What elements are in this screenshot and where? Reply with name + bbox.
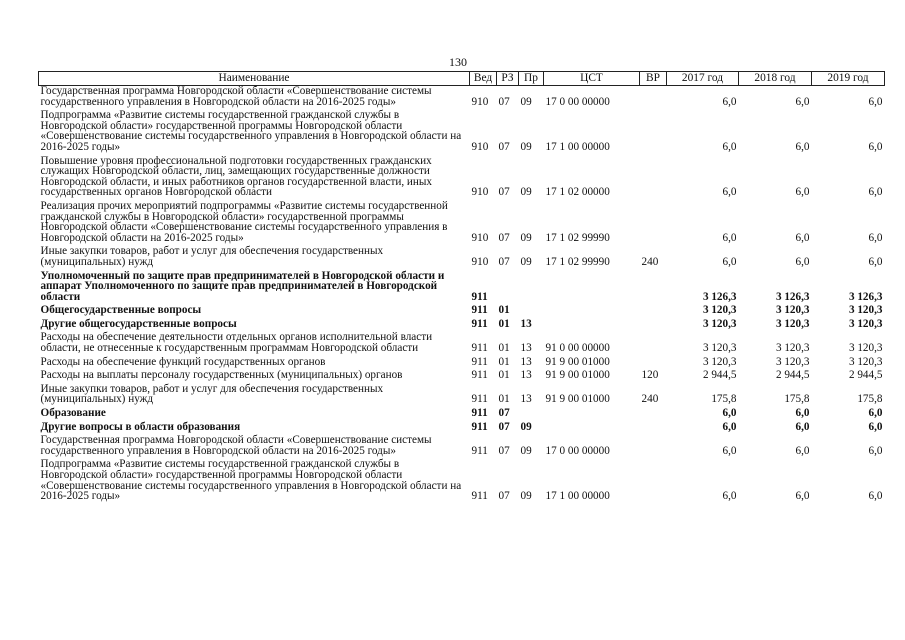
row-vr (640, 332, 667, 356)
row-pr (519, 271, 544, 306)
row-cst: 17 1 02 99990 (545, 231, 610, 244)
row-rz: 07 (498, 420, 510, 433)
row-name: Иные закупки товаров, работ и услуг для обеспечения государственных (муниципальных) нужд (40, 245, 384, 268)
row-pr: 09 (520, 186, 532, 199)
header-ved: Вед (470, 72, 497, 86)
header-2017: 2017 год (667, 72, 739, 86)
table-row (39, 246, 885, 270)
table-row (39, 271, 885, 306)
row-vr (640, 110, 667, 155)
row-2018: 6,0 (795, 186, 810, 199)
row-pr: 09 (520, 140, 532, 153)
header-pr: Пр (519, 72, 544, 86)
row-2017: 6,0 (722, 444, 737, 457)
row-2018: 3 120,3 (775, 342, 810, 355)
row-ved: 910 (471, 140, 489, 153)
row-2018: 3 120,3 (775, 304, 810, 317)
row-cst: 91 9 00 01000 (545, 369, 610, 382)
row-rz: 07 (498, 231, 510, 244)
row-name: Расходы на обеспечение деятельности отдельных органов исполнительной власти области, не отнесенные к государственным программам Новгородской области (40, 331, 433, 355)
header-cst: ЦСТ (544, 72, 640, 86)
row-name: Иные закупки товаров, работ и услуг для обеспечения государственных (муниципальных) нужд (40, 382, 384, 406)
row-2019: 6,0 (868, 140, 883, 153)
row-rz (497, 271, 519, 306)
row-cst: 17 0 00 00000 (545, 444, 610, 457)
table-row (39, 370, 885, 384)
row-cst (544, 319, 640, 333)
row-vr: 240 (641, 393, 659, 406)
row-vr (640, 156, 667, 201)
row-ved: 910 (471, 95, 489, 108)
row-name: Государственная программа Новгородской области «Совершенствование системы государственного управления в Новгородской области на 2016-2025 годы» (40, 85, 432, 108)
row-cst: 17 1 00 00000 (545, 140, 610, 153)
row-2019: 6,0 (868, 444, 883, 457)
table-row (39, 332, 885, 356)
header-2019: 2019 год (812, 72, 885, 86)
table-row (39, 357, 885, 371)
row-name: Государственная программа Новгородской области «Совершенствование системы государственного управления в Новгородской области на 2016-2025 годы» (40, 434, 432, 457)
row-2019: 6,0 (868, 407, 883, 420)
row-2019: 6,0 (868, 231, 883, 244)
row-ved: 911 (471, 407, 488, 420)
row-pr: 09 (520, 444, 532, 457)
row-pr: 09 (520, 420, 532, 433)
row-rz: 01 (498, 393, 510, 406)
header-name: Наименование (39, 72, 470, 86)
row-cst (544, 271, 640, 306)
row-2017: 6,0 (722, 490, 737, 503)
row-2018: 175,8 (784, 393, 810, 406)
row-ved: 911 (471, 490, 488, 503)
row-ved: 911 (471, 420, 488, 433)
row-2018: 6,0 (795, 231, 810, 244)
row-name: Реализация прочих мероприятий подпрограммы «Развитие системы государственной гражданской службы в Новгородской области» государственной программы Новгородской области «Совершенствование системы государственного управления в Новгородской области на 2016-2025 годы» (40, 199, 448, 244)
row-vr (640, 271, 667, 306)
row-2017: 3 120,3 (702, 342, 737, 355)
table-row (39, 110, 885, 155)
row-cst (544, 422, 640, 436)
row-2019: 6,0 (868, 420, 883, 433)
table-row (39, 408, 885, 422)
table-header-row (39, 72, 885, 86)
row-2018: 6,0 (795, 95, 810, 108)
row-2017: 6,0 (722, 420, 737, 433)
table-row (39, 156, 885, 201)
row-cst: 17 1 02 99990 (545, 255, 610, 268)
row-cst: 91 0 00 00000 (545, 342, 610, 355)
row-rz: 07 (498, 444, 510, 457)
row-2019: 3 126,3 (848, 290, 883, 303)
row-2017: 3 120,3 (702, 304, 737, 317)
row-vr (640, 435, 667, 459)
row-2018: 6,0 (795, 444, 810, 457)
row-vr: 120 (641, 369, 659, 382)
table-row (39, 459, 885, 504)
row-ved: 910 (471, 186, 489, 199)
row-2017: 175,8 (711, 393, 737, 406)
row-2017: 3 126,3 (702, 290, 737, 303)
row-rz: 07 (498, 95, 510, 108)
row-ved: 911 (471, 393, 488, 406)
row-2017: 6,0 (722, 255, 737, 268)
row-cst: 17 1 02 00000 (545, 186, 610, 199)
table-row (39, 86, 885, 111)
row-ved: 911 (471, 444, 488, 457)
row-2018: 6,0 (795, 255, 810, 268)
row-name: Другие общегосударственные вопросы (40, 317, 237, 330)
budget-table (38, 71, 885, 505)
row-pr: 13 (520, 369, 532, 382)
row-cst: 91 9 00 01000 (545, 355, 610, 368)
row-2018: 6,0 (795, 490, 810, 503)
row-ved: 911 (471, 355, 488, 368)
row-vr (640, 408, 667, 422)
row-2019: 6,0 (868, 95, 883, 108)
row-name: Повышение уровня профессиональной подготовки государственных гражданских служащих Новгородской области, лиц, замещающих государственные должности Новгородской области, и иных работников органов государственной власти, иных государственных органов Новгородской области (40, 154, 433, 199)
row-name: Расходы на обеспечение функций государственных органов (40, 355, 326, 368)
row-pr: 09 (520, 255, 532, 268)
row-vr (640, 357, 667, 371)
table-row (39, 305, 885, 319)
row-2017: 6,0 (722, 186, 737, 199)
row-name: Другие вопросы в области образования (40, 420, 241, 433)
row-2018: 2 944,5 (775, 369, 810, 382)
row-2017: 3 120,3 (702, 317, 737, 330)
table-row (39, 201, 885, 246)
row-rz: 07 (498, 186, 510, 199)
row-2017: 3 120,3 (702, 355, 737, 368)
row-vr (640, 201, 667, 246)
row-pr: 13 (520, 317, 532, 330)
header-vr: ВР (640, 72, 667, 86)
row-2019: 3 120,3 (848, 342, 883, 355)
row-2018: 3 120,3 (775, 317, 810, 330)
row-ved: 911 (471, 317, 488, 330)
row-2019: 6,0 (868, 186, 883, 199)
row-ved: 910 (471, 231, 489, 244)
row-cst (544, 408, 640, 422)
row-ved: 910 (471, 255, 489, 268)
row-vr (640, 305, 667, 319)
row-vr (640, 86, 667, 111)
row-vr (640, 319, 667, 333)
row-2018: 6,0 (795, 420, 810, 433)
row-pr: 09 (520, 490, 532, 503)
table-row (39, 435, 885, 459)
row-ved: 911 (471, 369, 488, 382)
row-pr: 13 (520, 393, 532, 406)
row-2019: 2 944,5 (848, 369, 883, 382)
row-name: Подпрограмма «Развитие системы государственной гражданской службы в Новгородской области» государственной программы Новгородской области «Совершенствование системы государственного управления в Новгородской области на 2016-2025 годы» (40, 109, 462, 153)
row-rz: 01 (498, 355, 510, 368)
table-row (39, 422, 885, 436)
row-2017: 2 944,5 (702, 369, 737, 382)
row-name: Образование (40, 407, 106, 420)
row-pr (519, 305, 544, 319)
row-ved: 911 (471, 290, 488, 303)
row-cst: 17 0 00 00000 (545, 95, 610, 108)
row-2019: 3 120,3 (848, 304, 883, 317)
row-rz: 07 (498, 407, 510, 420)
row-rz: 07 (498, 140, 510, 153)
row-2017: 6,0 (722, 140, 737, 153)
row-vr (640, 422, 667, 436)
row-2017: 6,0 (722, 231, 737, 244)
row-cst: 17 1 00 00000 (545, 490, 610, 503)
header-rz: РЗ (497, 72, 519, 86)
table-row (39, 319, 885, 333)
row-pr: 13 (520, 355, 532, 368)
row-2019: 6,0 (868, 255, 883, 268)
row-2019: 3 120,3 (848, 317, 883, 330)
row-2018: 6,0 (795, 140, 810, 153)
row-ved: 911 (471, 342, 488, 355)
table-row (39, 384, 885, 408)
row-2019: 175,8 (857, 393, 883, 406)
row-rz: 01 (498, 304, 510, 317)
row-cst: 91 9 00 01000 (545, 393, 610, 406)
row-2019: 3 120,3 (848, 355, 883, 368)
row-vr (640, 459, 667, 504)
row-2019: 6,0 (868, 490, 883, 503)
row-2017: 6,0 (722, 407, 737, 420)
row-2018: 3 120,3 (775, 355, 810, 368)
row-rz: 01 (498, 369, 510, 382)
row-rz: 07 (498, 255, 510, 268)
row-pr (519, 408, 544, 422)
table-body (39, 86, 885, 505)
row-name: Подпрограмма «Развитие системы государственной гражданской службы в Новгородской области» государственной программы Новгородской области «Совершенствование системы государственного управления в Новгородской области на 2016-2025 годы» (40, 458, 462, 503)
row-name: Уполномоченный по защите прав предпринимателей в Новгородской области и аппарат Уполномоченного по защите прав предпринимателей в Новгородской области (40, 269, 445, 303)
row-name: Расходы на выплаты персоналу государственных (муниципальных) органов (40, 369, 403, 382)
page-number: 130 (449, 55, 467, 69)
row-2017: 6,0 (722, 95, 737, 108)
row-rz: 07 (498, 490, 510, 503)
header-2018: 2018 год (739, 72, 812, 86)
row-rz: 01 (498, 342, 510, 355)
row-ved: 911 (471, 304, 488, 317)
row-2018: 6,0 (795, 407, 810, 420)
row-name: Общегосударственные вопросы (40, 304, 202, 317)
row-vr: 240 (641, 255, 659, 268)
row-pr: 09 (520, 95, 532, 108)
row-cst (544, 305, 640, 319)
row-pr: 09 (520, 231, 532, 244)
row-pr: 13 (520, 342, 532, 355)
row-2018: 3 126,3 (775, 290, 810, 303)
row-rz: 01 (498, 317, 510, 330)
